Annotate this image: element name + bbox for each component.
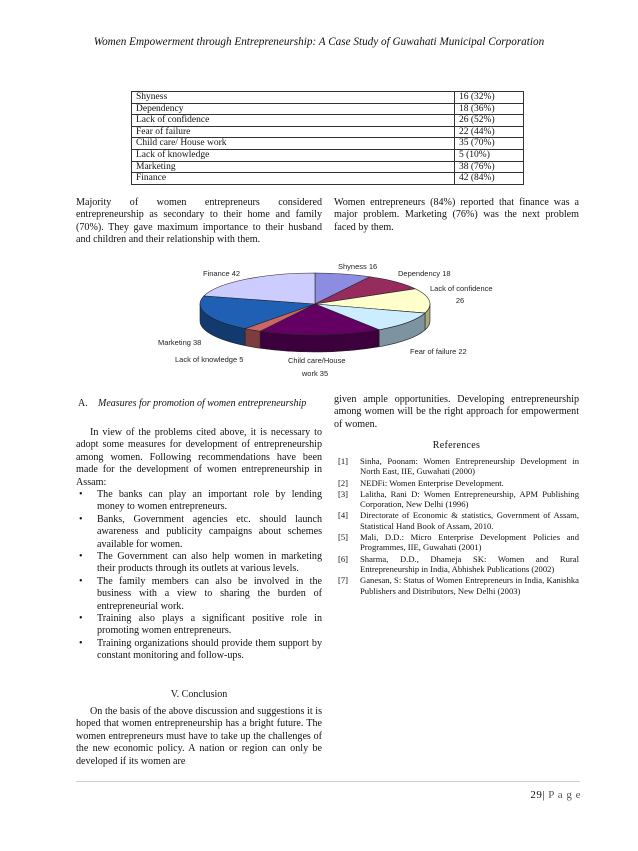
- reference-number: [5]: [338, 532, 349, 543]
- bullet-icon: •: [79, 513, 83, 525]
- pie-data-label: Fear of failure 22: [410, 347, 467, 356]
- table-row: [132, 126, 524, 138]
- page-number: [530, 789, 581, 801]
- reference-item: [334, 478, 579, 488]
- page-word: P a g e: [548, 789, 581, 801]
- pie-slice-side: [245, 329, 260, 349]
- page-separator: |: [542, 789, 546, 801]
- bullet-icon: •: [79, 613, 83, 625]
- pie-data-label: Lack of knowledge 5: [175, 355, 244, 364]
- list-item-text: The Government can also help women in marketing their products through its outlets at various levels.: [97, 551, 322, 575]
- bullet-icon: •: [79, 637, 83, 649]
- right-paragraph-opportunities: given ample opportunities. Developing entrepreneurship among women will be the right approach for empowerment of women.: [334, 394, 579, 430]
- conclusion-paragraph: On the basis of the above discussion and suggestions it is hoped that women entrepreneurship has a bright future. The women entrepreneurs must have to take up the challenges of the new economic policy. A nation or region can only be developed if its women are: [76, 706, 322, 767]
- list-item-text: The family members can also be involved in the business with a view to sharing the burden of entrepreneurial work.: [97, 575, 322, 612]
- reference-item: [334, 575, 579, 596]
- list-item: [76, 514, 322, 551]
- table-cell-count: 22 (44%): [455, 126, 524, 138]
- table-row: [132, 103, 524, 115]
- table-row: [132, 115, 524, 127]
- pie-data-label: Marketing 38: [158, 338, 202, 347]
- section-a-heading: [76, 398, 322, 410]
- table-row: [132, 138, 524, 150]
- table-cell-count: 38 (76%): [455, 161, 524, 173]
- list-item: [76, 551, 322, 576]
- list-item: [76, 613, 322, 638]
- reference-number: [2]: [338, 477, 349, 488]
- table-row: [132, 149, 524, 161]
- reference-item: [334, 532, 579, 553]
- reference-item: [334, 456, 579, 477]
- reference-item: [334, 510, 579, 531]
- reference-text: Sharma, D.D., Dhameja SK: Women and Rural Entrepreneurship in India, Abhishek Publications (2002): [360, 553, 579, 574]
- section-a-letter: A.: [78, 398, 88, 409]
- list-item: [76, 489, 322, 514]
- running-header: Women Empowerment through Entrepreneurship: A Case Study of Guwahati Municipal Corporation: [93, 36, 545, 48]
- bullet-icon: •: [79, 489, 83, 500]
- table-cell-problem: Dependency: [132, 103, 455, 115]
- section-a-title: Measures for promotion of women entrepreneurship: [98, 398, 307, 409]
- conclusion-heading: [76, 689, 322, 700]
- pie-data-label: work 35: [301, 369, 329, 378]
- table-row: [132, 92, 524, 104]
- table-row: [132, 161, 524, 173]
- pie-data-label: 26: [455, 296, 465, 305]
- right-paragraph-finance: Women entrepreneurs (84%) reported that finance was a major problem. Marketing (76%) was the next problem faced by them.: [334, 197, 579, 233]
- pie-data-label: Lack of confidence: [430, 284, 493, 293]
- table-cell-problem: Finance: [132, 173, 455, 185]
- table-cell-problem: Fear of failure: [132, 126, 455, 138]
- reference-number: [3]: [338, 488, 349, 499]
- pie-data-label: Dependency 18: [398, 269, 451, 278]
- bullet-icon: •: [79, 575, 83, 587]
- table-cell-count: 42 (84%): [455, 173, 524, 185]
- reference-number: [6]: [338, 553, 349, 564]
- table-cell-count: 18 (36%): [455, 103, 524, 115]
- table-cell-count: 5 (10%): [455, 149, 524, 161]
- list-item: [76, 576, 322, 613]
- section-a-intro: In view of the problems cited above, it is necessary to adopt some measures for development of entrepreneurship among women. Following recommendations have been made for the development of women entrepreneurship in Assam:: [76, 427, 322, 488]
- problems-table: [131, 91, 524, 185]
- references-list: [334, 456, 579, 597]
- reference-number: [4]: [338, 510, 349, 521]
- reference-item: [334, 554, 579, 575]
- references-heading: References: [432, 440, 481, 451]
- conclusion-title: V. Conclusion: [170, 689, 228, 700]
- table-row: [132, 173, 524, 185]
- reference-text: Directorate of Economic & statistics, Government of Assam, Statistical Hand Book of Assam, 2010.: [360, 510, 579, 531]
- table-cell-problem: Lack of confidence: [132, 115, 455, 127]
- reference-text: NEDFi: Women Enterprise Development.: [360, 477, 504, 488]
- recommendations-list: [76, 489, 322, 663]
- table-cell-problem: Marketing: [132, 161, 455, 173]
- pie-data-label: Shyness 16: [338, 262, 378, 271]
- list-item-text: Banks, Government agencies etc. should launch awareness and publicity campaigns about schemes available for women.: [97, 513, 322, 550]
- list-item: [76, 638, 322, 663]
- table-cell-count: 16 (32%): [455, 92, 524, 104]
- problems-pie-chart: [140, 256, 500, 386]
- reference-number: [1]: [338, 456, 349, 466]
- reference-text: Lalitha, Rani D: Women Entrepreneurship, APM Publishing Corporation, New Delhi (1996): [360, 488, 579, 510]
- table-cell-problem: Child care/ House work: [132, 138, 455, 150]
- footer-divider: [76, 781, 580, 782]
- list-item-text: The banks can play an important role by lending money to women entrepreneurs.: [97, 489, 322, 513]
- page-number-value: 29: [530, 789, 543, 801]
- reference-number: [7]: [338, 575, 349, 586]
- left-paragraph-majority: Majority of women entrepreneurs considered entrepreneurship as secondary to their home and family (70%). They gave maximum importance to their husband and children and their relationship with them.: [76, 197, 322, 246]
- reference-text: Sinha, Poonam: Women Entrepreneurship Development in North East, IIE, Guwahati (2000): [360, 456, 579, 477]
- reference-text: Mali, D.D.: Micro Enterprise Development Policies and Programmes, IIE, Guwahati (2001): [360, 532, 579, 553]
- list-item-text: Training organizations should provide them support by constant monitoring and follow-ups.: [97, 637, 322, 662]
- table-cell-problem: Lack of knowledge: [132, 149, 455, 161]
- list-item-text: Training also plays a significant positive role in promoting women entrepreneurs.: [97, 613, 322, 637]
- pie-data-label: Finance 42: [203, 269, 241, 278]
- table-cell-count: 35 (70%): [455, 138, 524, 150]
- bullet-icon: •: [79, 551, 83, 563]
- table-cell-count: 26 (52%): [455, 115, 524, 127]
- pie-data-label: Child care/House: [288, 356, 346, 365]
- table-cell-problem: Shyness: [132, 92, 455, 104]
- reference-item: [334, 489, 579, 510]
- reference-text: Ganesan, S: Status of Women Entrepreneurs in India, Kanishka Publishers and Distributors, New Delhi (2003): [360, 575, 579, 596]
